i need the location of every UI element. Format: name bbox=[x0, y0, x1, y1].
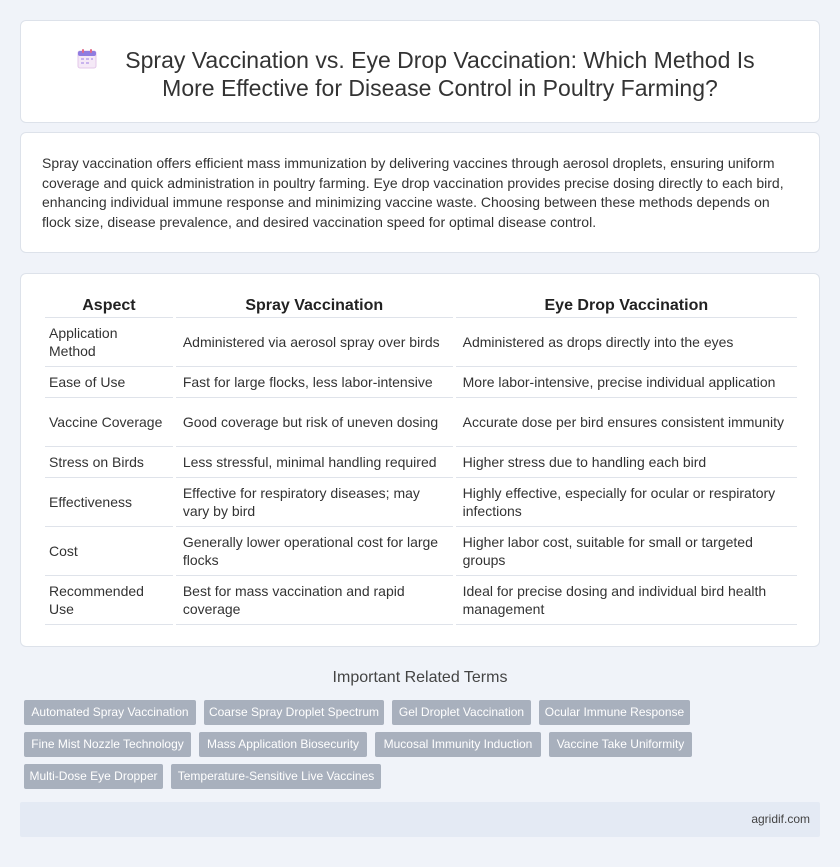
row-eye-drop: Highly effective, especially for ocular or respiratory infections bbox=[456, 478, 797, 527]
header-eye-drop: Eye Drop Vaccination bbox=[456, 296, 797, 318]
row-aspect: Application Method bbox=[45, 318, 173, 367]
term-chip[interactable]: Multi-Dose Eye Dropper bbox=[24, 764, 163, 789]
comparison-card bbox=[20, 273, 820, 647]
row-aspect: Cost bbox=[45, 527, 173, 576]
term-chip[interactable]: Fine Mist Nozzle Technology bbox=[24, 732, 191, 757]
table-row bbox=[45, 478, 797, 527]
row-spray: Good coverage but risk of uneven dosing bbox=[176, 398, 453, 447]
table-row bbox=[45, 318, 797, 367]
row-eye-drop: Higher stress due to handling each bird bbox=[456, 447, 797, 478]
header-spray: Spray Vaccination bbox=[176, 296, 453, 318]
comparison-table bbox=[42, 296, 800, 625]
term-chip[interactable]: Ocular Immune Response bbox=[539, 700, 690, 725]
intro-card bbox=[20, 132, 820, 253]
row-eye-drop: Higher labor cost, suitable for small or targeted groups bbox=[456, 527, 797, 576]
row-spray: Less stressful, minimal handling required bbox=[176, 447, 453, 478]
calendar-icon bbox=[75, 47, 99, 71]
row-aspect: Stress on Birds bbox=[45, 447, 173, 478]
row-spray: Administered via aerosol spray over birds bbox=[176, 318, 453, 367]
row-spray: Generally lower operational cost for large flocks bbox=[176, 527, 453, 576]
row-aspect: Recommended Use bbox=[45, 576, 173, 625]
row-eye-drop: Administered as drops directly into the eyes bbox=[456, 318, 797, 367]
row-aspect: Ease of Use bbox=[45, 367, 173, 398]
footer-bar bbox=[20, 802, 820, 837]
intro-text: Spray vaccination offers efficient mass immunization by delivering vaccines through aerosol droplets, ensuring uniform coverage and quick administration in poultry farming. Eye drop vaccination provides precise dosing directly to each bird, enhancing individual immune response and minimizing vaccine waste. Choosing between these methods depends on flock size, disease prevalence, and desired vaccination speed for optimal disease control. bbox=[42, 155, 784, 231]
term-chip[interactable]: Temperature-Sensitive Live Vaccines bbox=[171, 764, 381, 789]
footer-site[interactable]: agridif.com bbox=[751, 812, 810, 826]
row-spray: Fast for large flocks, less labor-intensive bbox=[176, 367, 453, 398]
term-chip[interactable]: Automated Spray Vaccination bbox=[24, 700, 196, 725]
table-row bbox=[45, 576, 797, 625]
header-aspect: Aspect bbox=[45, 296, 173, 318]
row-aspect: Effectiveness bbox=[45, 478, 173, 527]
table-row bbox=[45, 398, 797, 447]
table-row bbox=[45, 527, 797, 576]
row-aspect: Vaccine Coverage bbox=[45, 398, 173, 447]
term-chip[interactable]: Mass Application Biosecurity bbox=[199, 732, 367, 757]
row-eye-drop: More labor-intensive, precise individual application bbox=[456, 367, 797, 398]
related-terms-title: Important Related Terms bbox=[332, 669, 508, 686]
row-eye-drop: Ideal for precise dosing and individual bird health management bbox=[456, 576, 797, 625]
row-eye-drop: Accurate dose per bird ensures consistent immunity bbox=[456, 398, 797, 447]
term-chip[interactable]: Gel Droplet Vaccination bbox=[392, 700, 531, 725]
term-chip[interactable]: Vaccine Take Uniformity bbox=[549, 732, 692, 757]
row-spray: Effective for respiratory diseases; may vary by bird bbox=[176, 478, 453, 527]
header-card bbox=[20, 20, 820, 123]
page-title: Spray Vaccination vs. Eye Drop Vaccination: Which Method Is More Effective for Disease Control in Poultry Farming? bbox=[125, 47, 755, 101]
table-row bbox=[45, 367, 797, 398]
table-row bbox=[45, 447, 797, 478]
row-spray: Best for mass vaccination and rapid coverage bbox=[176, 576, 453, 625]
term-chip[interactable]: Mucosal Immunity Induction bbox=[375, 732, 541, 757]
table-header-row bbox=[45, 296, 797, 318]
term-chip[interactable]: Coarse Spray Droplet Spectrum bbox=[204, 700, 384, 725]
